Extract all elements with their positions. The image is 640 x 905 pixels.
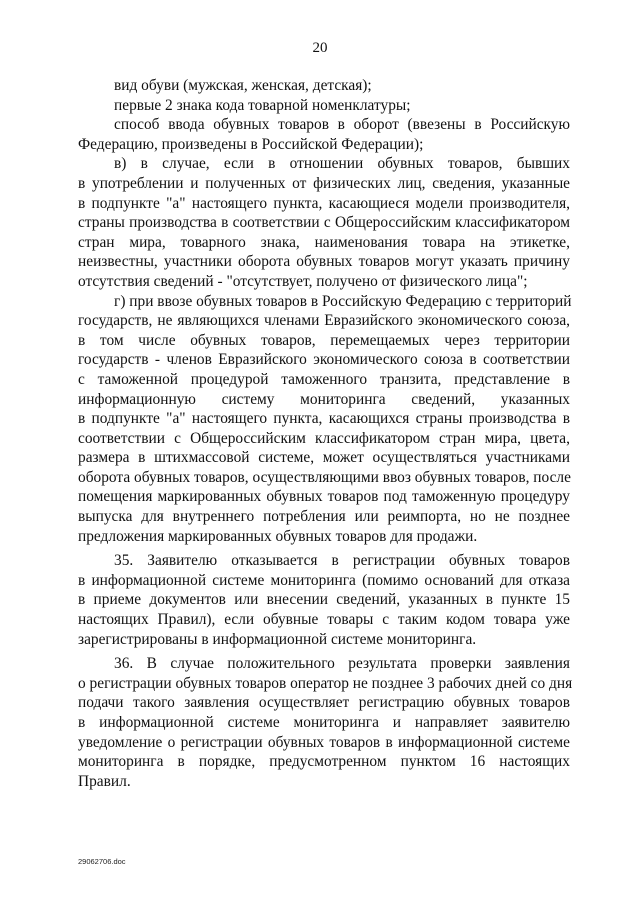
text-line: в информационной системе мониторинга (помимо оснований для отказа (78, 571, 570, 589)
text-line: государств - членов Евразийского экономического союза в соответствии (78, 351, 570, 369)
text-line: предложения маркированных обувных товаров для продажи. (78, 527, 478, 545)
text-line: соответствии с Общероссийским классификатором стран мира, цвета, (78, 429, 570, 447)
text-line: выпуска для внутреннего потребления или реимпорта, но не позднее (78, 508, 570, 526)
document-body (78, 76, 573, 791)
text-line: Правил. (78, 772, 131, 790)
text-line: государств, не являющихся членами Евразийского экономического союза, (78, 312, 570, 330)
text-line: первые 2 знака кода товарной номенклатуры; (114, 96, 411, 114)
text-line: настоящих Правил), если обувные товары с таким кодом товара уже (78, 611, 570, 629)
text-line: подачи такого заявления осуществляет регистрацию обувных товаров (78, 694, 570, 712)
text-line: в) в случае, если в отношении обувных товаров, бывших (114, 155, 570, 173)
text-line: оборота обувных товаров, осуществляющими ввоз обувных товаров, после (78, 468, 571, 486)
text-line: помещения маркированных обувных товаров под таможенную процедуру (78, 488, 570, 506)
text-line: неизвестны, участники оборота обувных товаров могут указать причину (78, 253, 570, 271)
text-line: стран мира, товарного знака, наименования товара на этикетке, (78, 233, 570, 251)
text-line: вид обуви (мужская, женская, детская); (114, 77, 372, 94)
page-number: 20 (312, 40, 328, 56)
text-line: 36. В случае положительного результата проверки заявления (114, 655, 570, 673)
text-line: о регистрации обувных товаров оператор не позднее 3 рабочих дней со дня (78, 674, 573, 692)
text-line: в употреблении и полученных от физических лиц, сведения, указанные (78, 174, 570, 192)
footer-document-code: 29062706.doc (78, 857, 126, 866)
text-line: размера в штихмассовой системе, может осуществляться участниками (78, 449, 570, 467)
text-line: информационную систему мониторинга сведений, указанных (78, 390, 570, 408)
text-line: г) при ввозе обувных товаров в Российскую Федерацию с территорий (114, 292, 572, 310)
text-line: в подпункте "а" настоящего пункта, касающихся страны производства в (78, 410, 570, 428)
text-line: в информационной системе мониторинга и направляет заявителю (78, 714, 570, 731)
text-line: 35. Заявителю отказывается в регистрации обувных товаров (114, 552, 570, 570)
text-line: Федерацию, произведены в Российской Федерации); (78, 135, 424, 153)
text-line: зарегистрированы в информационной системе мониторинга. (78, 630, 477, 648)
text-line: уведомление о регистрации обувных товаров в информационной системе (78, 733, 570, 751)
text-line: в приеме документов или внесении сведений, указанных в пункте 15 (78, 591, 570, 609)
text-line: с таможенной процедурой таможенного транзита, представление в (78, 370, 570, 388)
text-line: страны производства в соответствии с Общероссийским классификатором (78, 214, 570, 232)
text-line: способ ввода обувных товаров в оборот (ввезены в Российскую (114, 116, 570, 134)
text-line: мониторинга в порядке, предусмотренном пунктом 16 настоящих (78, 753, 570, 771)
text-line: отсутствия сведений - "отсутствует, получено от физического лица"; (78, 272, 528, 290)
text-line: в подпункте "а" настоящего пункта, касающиеся модели производителя, (78, 194, 570, 212)
text-line: в том числе обувных товаров, перемещаемых через территории (78, 331, 570, 349)
